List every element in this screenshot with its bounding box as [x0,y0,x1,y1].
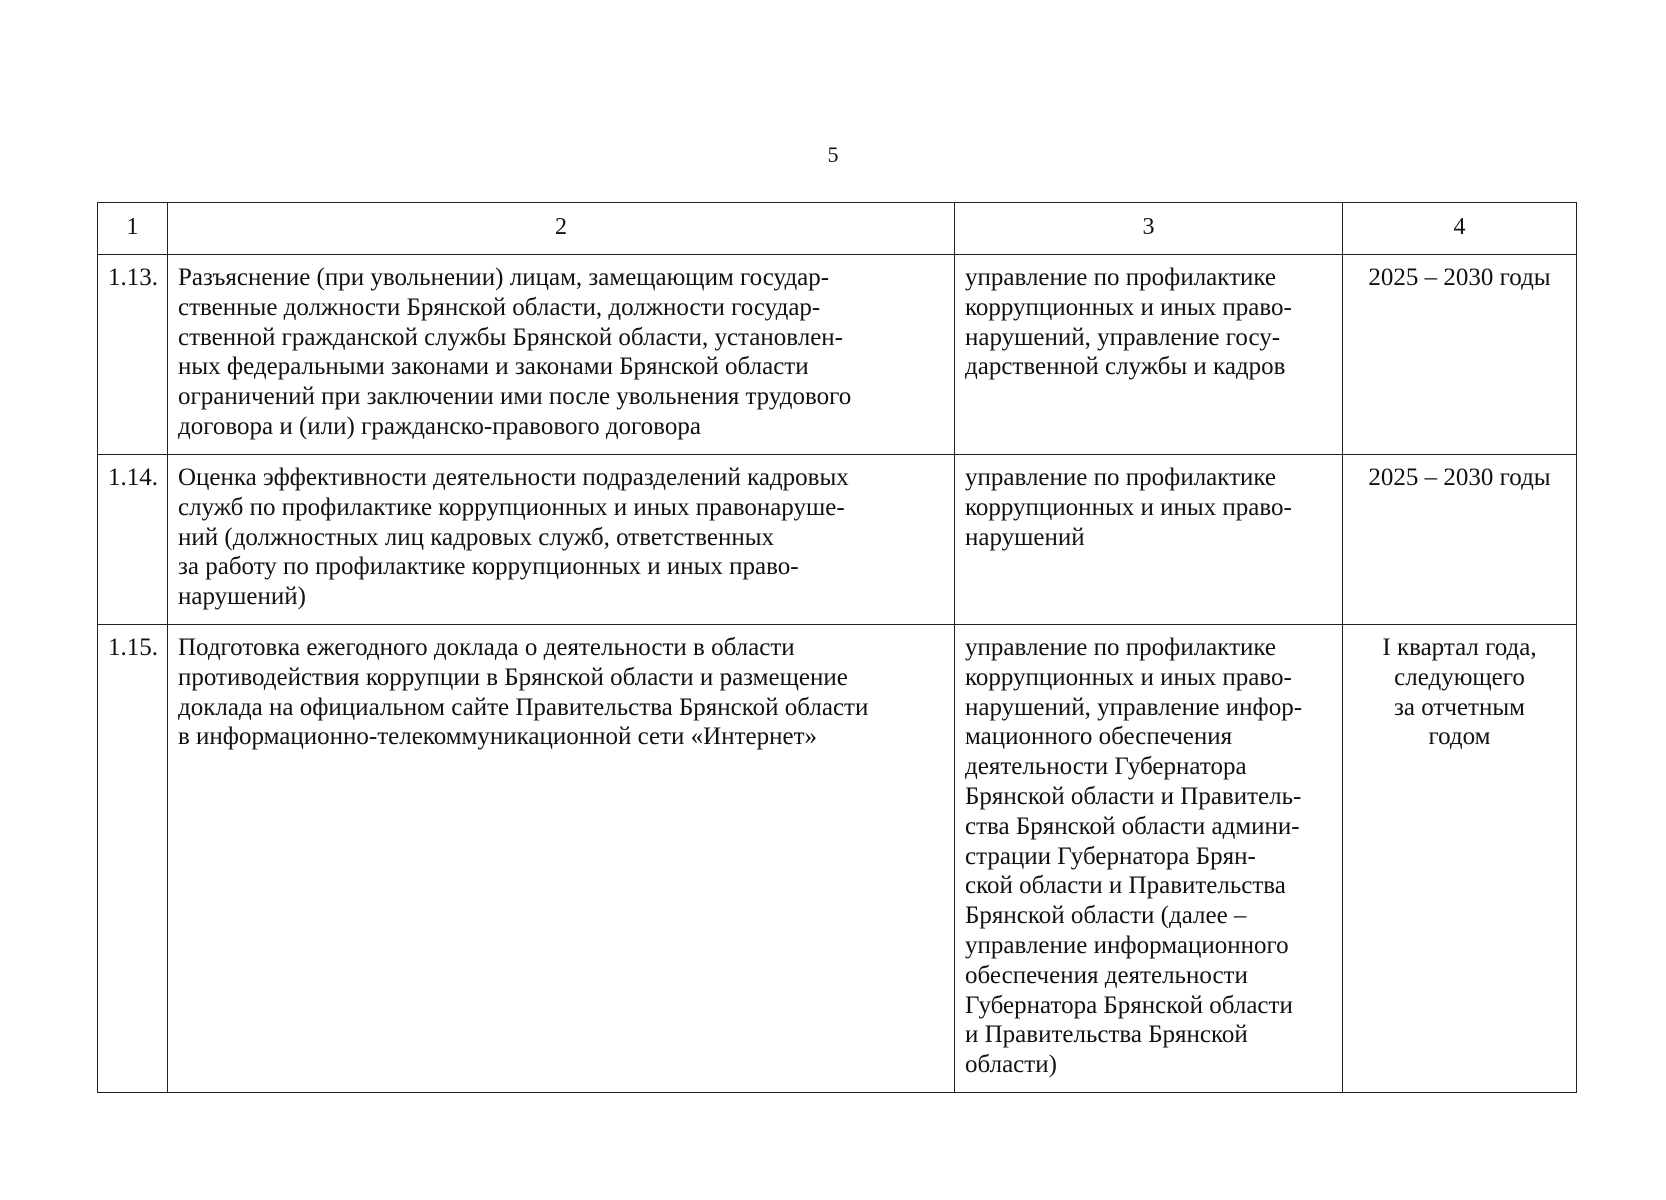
executor-cell [955,455,1343,625]
measures-table [97,202,1577,1093]
executor-line: ской области и Правительства [965,872,1286,900]
activity-line: за работу по профилактике коррупционных и иных право- [178,553,799,581]
executor-line: Губернатора Брянской области [965,991,1293,1019]
table-header-row [98,203,1577,255]
row-number: 1.14. [98,455,168,625]
term-line: за отчетным [1394,693,1525,721]
executor-line: страции Губернатора Брян- [965,842,1256,870]
activity-line: Оценка эффективности деятельности подразделений кадровых [178,464,849,491]
table-row [98,625,1577,1093]
activity-line: Разъяснение (при увольнении) лицам, замещающим государ- [178,264,830,291]
term-line: I квартал года, [1382,634,1537,661]
activity-line: ственные должности Брянской области, должности государ- [178,293,821,321]
table-row [98,255,1577,455]
activity-line: нарушений) [178,583,306,611]
header-cell-3: 3 [955,203,1343,255]
table-row [98,455,1577,625]
activity-line: ных федеральными законами и законами Брянской области [178,353,809,381]
activity-line: доклада на официальном сайте Правительства Брянской области [178,693,869,721]
executor-line: нарушений, управление госу- [965,323,1281,351]
executor-line: и Правительства Брянской [965,1021,1248,1049]
executor-line: деятельности Губернатора [965,753,1247,781]
activity-line: ственной гражданской службы Брянской области, установлен- [178,323,843,351]
executor-line: нарушений, управление инфор- [965,693,1303,721]
term-line: следующего [1394,663,1525,691]
activity-line: противодействия коррупции в Брянской области и размещение [178,663,848,691]
term-cell [1343,455,1577,625]
executor-line: коррупционных и иных право- [965,493,1292,521]
executor-line: управление по профилактике [965,634,1277,661]
executor-line: Брянской области и Правитель- [965,782,1302,810]
activity-line: договора и (или) гражданско-правового договора [178,412,701,440]
term-line: 2025 – 2030 годы [1368,464,1551,491]
term-cell [1343,625,1577,1093]
executor-line: дарственной службы и кадров [965,353,1286,381]
term-line: 2025 – 2030 годы [1368,264,1551,291]
activity-cell [168,455,955,625]
activity-cell [168,255,955,455]
activity-line: Подготовка ежегодного доклада о деятельности в области [178,634,795,661]
executor-line: управление по профилактике [965,464,1277,491]
row-number: 1.13. [98,255,168,455]
activity-line: ний (должностных лиц кадровых служб, ответственных [178,523,775,551]
executor-line: управление по профилактике [965,264,1277,291]
executor-cell [955,625,1343,1093]
header-cell-1: 1 [98,203,168,255]
header-cell-4: 4 [1343,203,1577,255]
executor-line: управление информационного [965,931,1289,959]
activity-cell [168,625,955,1093]
activity-line: в информационно-телекоммуникационной сети «Интернет» [178,723,818,751]
executor-line: обеспечения деятельности [965,961,1248,989]
activity-line: служб по профилактике коррупционных и иных правонаруше- [178,493,845,521]
executor-line: коррупционных и иных право- [965,663,1292,691]
executor-line: Брянской области (далее – [965,902,1247,930]
executor-line: области) [965,1051,1057,1079]
term-line: годом [1428,723,1491,751]
executor-line: ства Брянской области админи- [965,812,1300,840]
row-number: 1.15. [98,625,168,1093]
executor-line: коррупционных и иных право- [965,293,1292,321]
header-cell-2: 2 [168,203,955,255]
page-number: 5 [827,142,839,167]
executor-cell [955,255,1343,455]
activity-line: ограничений при заключении ими после увольнения трудового [178,383,852,411]
executor-line: нарушений [965,523,1085,551]
executor-line: мационного обеспечения [965,723,1233,751]
term-cell [1343,255,1577,455]
